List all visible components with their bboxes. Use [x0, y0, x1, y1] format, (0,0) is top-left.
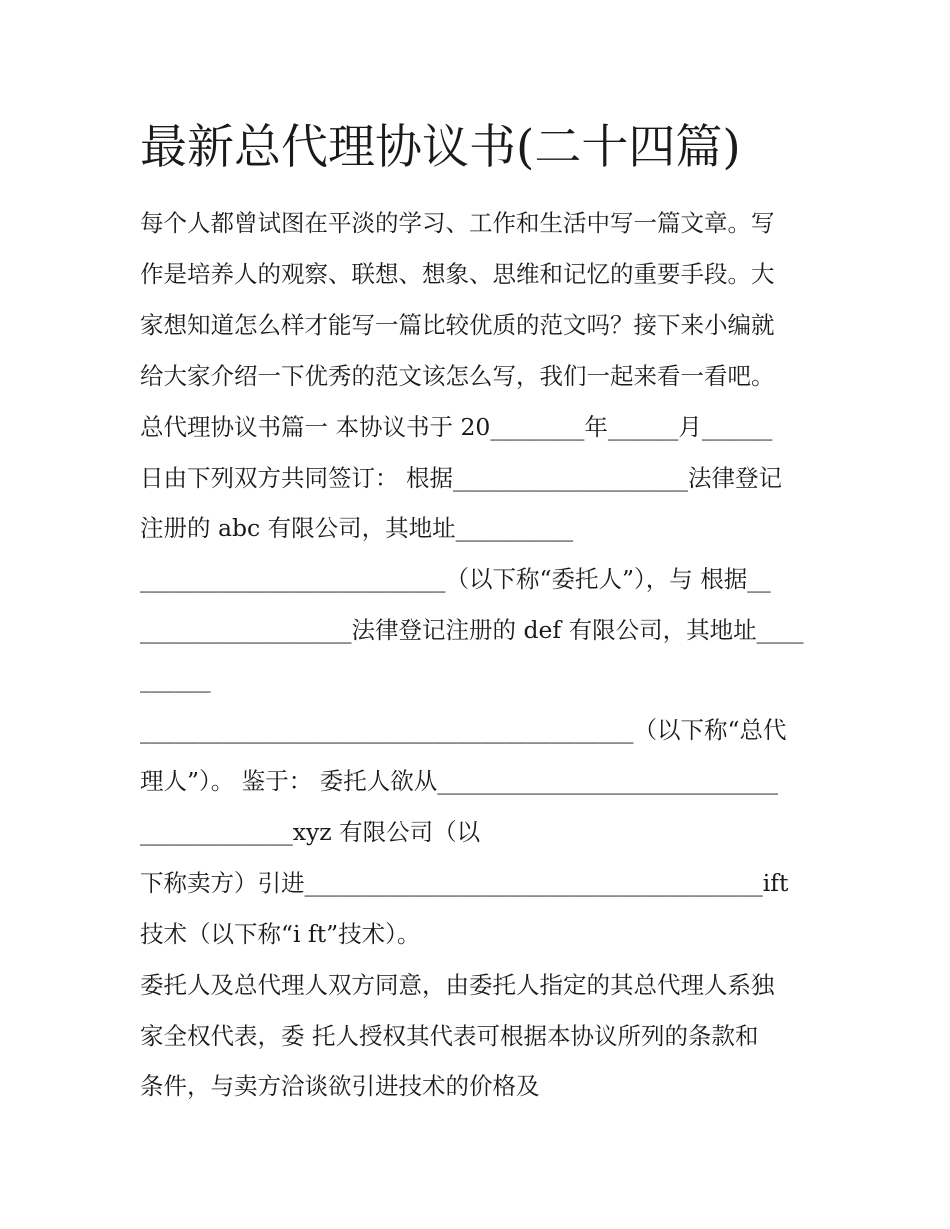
- body-line-8: __________________________（以下称“委托人”），与 根据__: [140, 565, 771, 593]
- body-line-13: _____________xyz 有限公司（以: [140, 818, 481, 846]
- body-line-7: 注册的 abc 有限公司，其地址__________: [140, 514, 574, 542]
- document-title: 最新总代理协议书(二十四篇): [140, 120, 741, 175]
- body-line-5: 总代理协议书篇一 本协议书于 20________年______月______: [140, 413, 773, 441]
- body-line-3: 家想知道怎么样才能写一篇比较优质的范文吗？接下来小编就: [140, 311, 775, 339]
- body-line-11: __________________________________________（以下称“总代: [140, 716, 787, 744]
- body-line-1: 每个人都曾试图在平淡的学习、工作和生活中写一篇文章。写: [140, 209, 775, 237]
- body-line-17: 家全权代表，委 托人授权其代表可根据本协议所列的条款和: [140, 1022, 759, 1050]
- body-line-15: 技术（以下称“i ft”技术）。: [140, 920, 421, 948]
- body-line-10: ______: [140, 665, 211, 693]
- body-line-14: 下称卖方）引进_______________________________________ift: [140, 869, 789, 897]
- body-line-6: 日由下列双方共同签订： 根据____________________法律登记: [140, 464, 782, 492]
- body-line-16: 委托人及总代理人双方同意，由委托人指定的其总代理人系独: [140, 971, 775, 999]
- body-line-2: 作是培养人的观察、联想、想象、思维和记忆的重要手段。大: [140, 260, 775, 288]
- body-line-12: 理人”）。 鉴于： 委托人欲从_____________________________: [140, 767, 778, 795]
- body-line-18: 条件，与卖方洽谈欲引进技术的价格及: [140, 1072, 540, 1100]
- body-line-9: __________________法律登记注册的 def 有限公司，其地址____: [140, 616, 804, 644]
- body-line-4: 给大家介绍一下优秀的范文该怎么写，我们一起来看一看吧。: [140, 362, 775, 390]
